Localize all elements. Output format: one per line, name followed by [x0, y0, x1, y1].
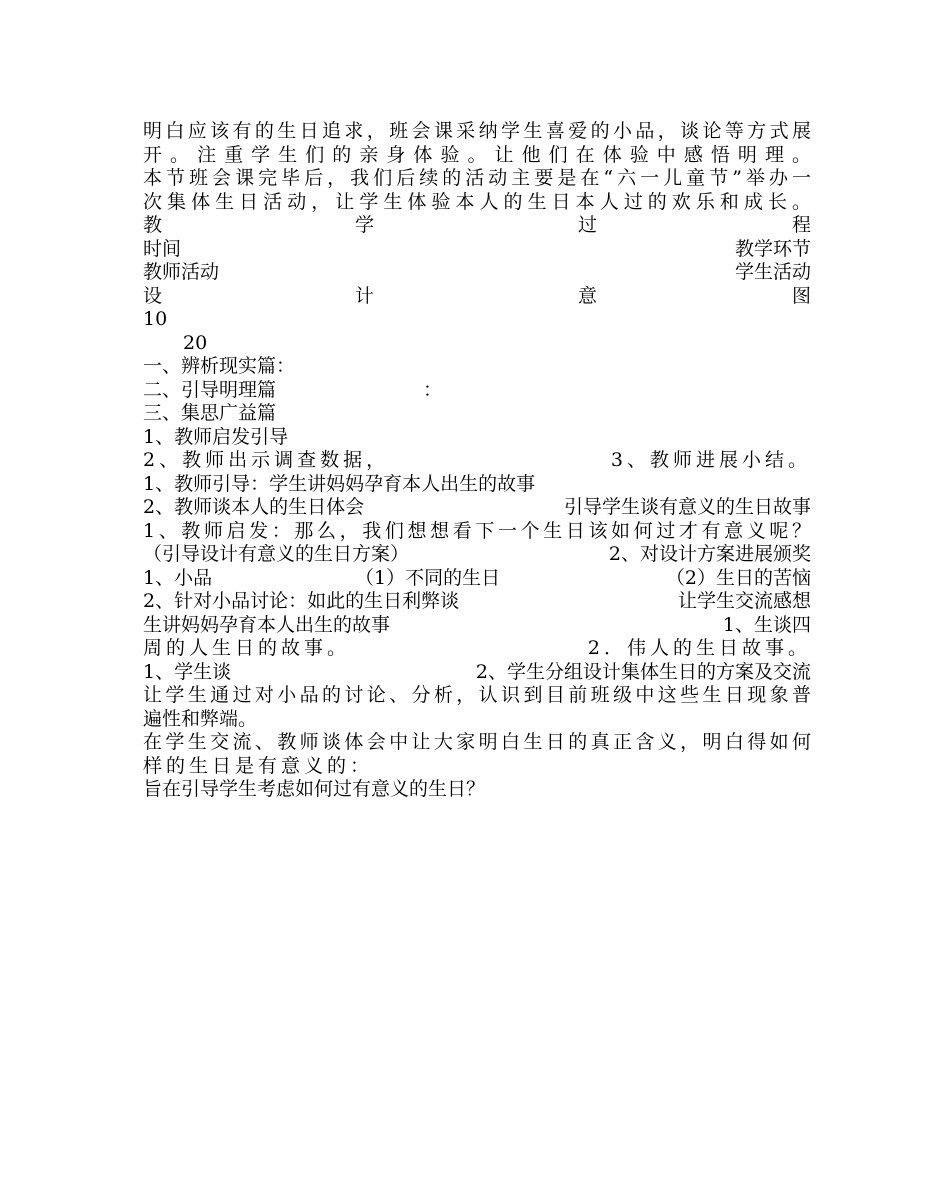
section-line [143, 402, 811, 426]
activity-text: 2、对设计方案进展颁奖 [608, 543, 811, 565]
table-header-process [143, 214, 811, 238]
table-header-row [143, 261, 811, 285]
activity-line [143, 543, 811, 567]
activity-text: 生讲妈妈孕育本人出生的故事 [143, 613, 391, 636]
activity-text: 2、教师谈本人的生日体会 [143, 496, 365, 518]
paragraph-line [143, 167, 811, 191]
table-header-row [143, 238, 811, 262]
header-time: 时间 [143, 237, 182, 260]
paragraph-line [143, 708, 811, 732]
activity-text: （2）生日的苦恼 [665, 566, 811, 589]
activity-text: 1、教师引导：学生讲妈妈孕育本人出生的故事 [143, 472, 536, 495]
activity-text: （引导设计有意义的生日方案） [143, 543, 410, 565]
paragraph-line [143, 778, 811, 802]
section-title: 一、辨析现实篇： [143, 355, 296, 377]
header-char: 程 [791, 214, 811, 236]
table-header-design [143, 285, 811, 309]
header-step: 教学环节 [734, 237, 811, 260]
activity-text: （1）不同的生日 [355, 566, 501, 589]
activity-text: 引导学生谈有意义的生日故事 [563, 496, 811, 518]
activity-text: 3、教师进展小结。 [610, 449, 811, 471]
section-line [143, 379, 811, 403]
text-line: 明白应该有的生日追求，班会课采纳学生喜爱的小品，谈论等方式展 [143, 120, 811, 142]
activity-line [143, 590, 811, 614]
header-teacher: 教师活动 [143, 261, 220, 283]
activity-line [143, 614, 811, 638]
document-body [143, 120, 811, 802]
colon-mark: ： [423, 378, 443, 401]
activity-text: 周的人生日的故事。 [143, 637, 351, 659]
activity-text: 1、学生谈 [143, 660, 232, 683]
paragraph-line [143, 144, 811, 168]
section-line [143, 355, 811, 379]
paragraph-line [143, 191, 811, 215]
activity-line [143, 449, 811, 473]
paragraph-line [143, 120, 811, 144]
activity-line [143, 426, 811, 450]
time-value [143, 308, 811, 332]
activity-line [143, 637, 811, 661]
paragraph-line [143, 755, 811, 779]
header-char: 图 [791, 284, 811, 307]
section-title: 二、引导明理篇 [143, 378, 277, 401]
text-line: 本节班会课完毕后，我们后续的活动主要是在“六一儿童节”举办一 [143, 167, 811, 189]
header-char: 计 [355, 284, 375, 307]
text-line: 遍性和弊端。 [143, 707, 258, 730]
activity-line [143, 520, 811, 544]
text-line: 在学生交流、教师谈体会中让大家明白生日的真正含义，明白得如何 [143, 731, 811, 753]
activity-text: 1、小品 [143, 566, 213, 589]
text-line: 次集体生日活动，让学生体验本人的生日本人过的欢乐和成长。 [143, 190, 811, 213]
activity-text: 2、针对小品讨论：如此的生日利弊谈 [143, 590, 460, 612]
header-char: 教 [143, 214, 163, 236]
time-20: 20 [183, 331, 208, 354]
text-line: 旨在引导学生考虑如何过有意义的生日？ [143, 778, 486, 800]
activity-text: 1、教师启发引导 [143, 425, 289, 448]
activity-line [143, 567, 811, 591]
activity-line [143, 661, 811, 685]
activity-text: 1、生谈四 [722, 613, 811, 636]
activity-text: 1、教师启发：那么，我们想想看下一个生日该如何过才有意义呢？ [143, 519, 811, 542]
paragraph-line [143, 731, 811, 755]
section-title: 三、集思广益篇 [143, 402, 277, 424]
time-value [143, 332, 811, 356]
header-student: 学生活动 [734, 261, 811, 283]
activity-line [143, 496, 811, 520]
paragraph-line [143, 684, 811, 708]
activity-text: 2．伟人的生日故事。 [587, 637, 811, 659]
header-char: 过 [578, 214, 598, 236]
header-char: 意 [578, 284, 598, 307]
activity-text: 2、教师出示调查数据， [143, 449, 390, 471]
time-10: 10 [143, 308, 168, 330]
text-line: 让学生通过对小品的讨论、分析，认识到目前班级中这些生日现象普 [143, 684, 811, 706]
header-char: 学 [355, 214, 375, 236]
activity-text: 2、学生分组设计集体生日的方案及交流 [475, 660, 811, 683]
header-char: 设 [143, 284, 163, 307]
text-line: 样的生日是有意义的： [143, 754, 374, 777]
text-line: 开。注重学生们的亲身体验。让他们在体验中感悟明理。 [143, 143, 811, 166]
activity-text: 让学生交流感想 [677, 590, 811, 612]
activity-line [143, 473, 811, 497]
